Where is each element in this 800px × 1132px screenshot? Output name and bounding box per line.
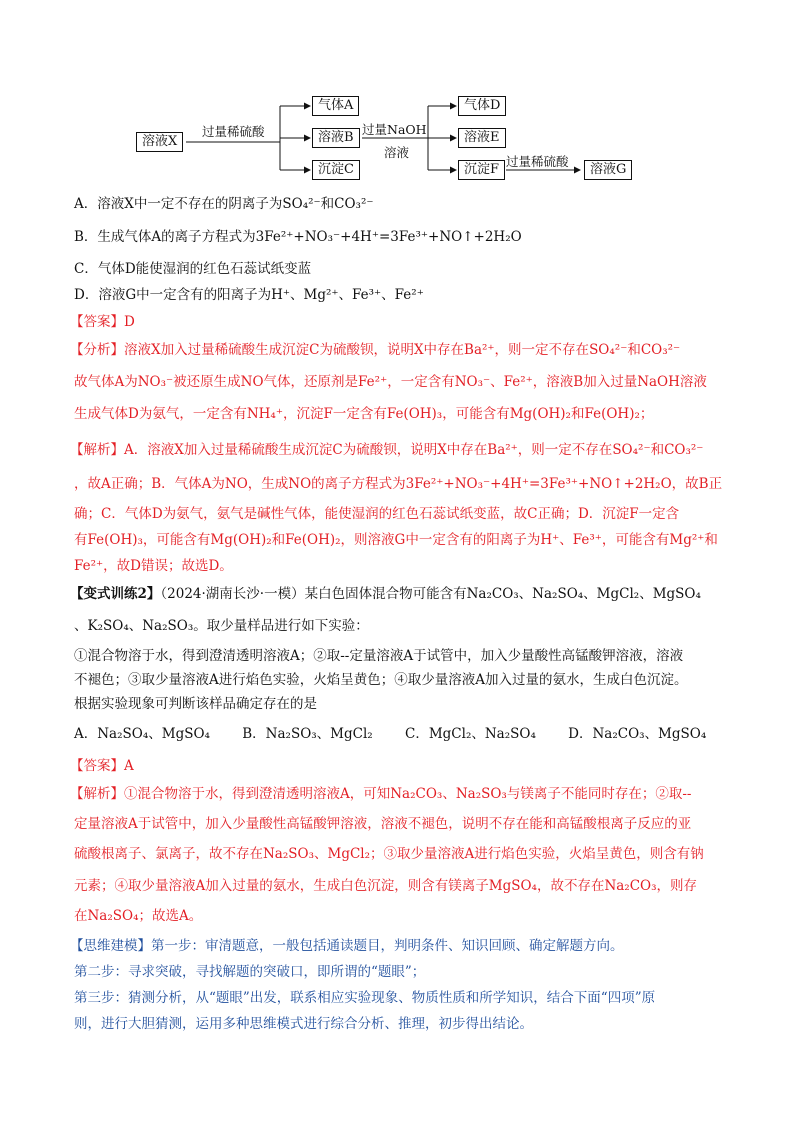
q1-answer: 【答案】D xyxy=(70,314,135,330)
box-gas-a: 气体A xyxy=(312,96,359,116)
q2-title: 【变式训练2】 xyxy=(70,586,161,602)
q2-answer: 【答案】A xyxy=(70,758,134,774)
box-gas-d: 气体D xyxy=(458,96,506,116)
q2-option-d: D．Na₂CO₃、MgSO₄ xyxy=(568,726,707,742)
thinking-model-2: 第二步：寻求突破，寻找解题的突破口，即所谓的“题眼”； xyxy=(74,964,426,980)
box-solution-b: 溶液B xyxy=(312,128,360,148)
label-step3: 过量稀硫酸 xyxy=(506,154,569,169)
q1-analysis-3: 生成气体D为氨气，一定含有NH₄⁺，沉淀F一定含有Fe(OH)₃，可能含有Mg(OH)₂和Fe(OH)₂； xyxy=(74,406,654,422)
q1-solution-1: 【解析】A．溶液X加入过量稀硫酸生成沉淀C为硫酸钡，说明X中存在Ba²⁺，则一定不存在SO₄²⁻和CO₃²⁻ xyxy=(70,442,704,458)
q2-header-2: 、K₂SO₄、Na₂SO₃。取少量样品进行如下实验： xyxy=(74,618,369,634)
q2-solution-5: 在Na₂SO₄；故选A。 xyxy=(74,908,203,924)
box-precipitate-c: 沉淀C xyxy=(312,160,360,180)
q1-analysis-2: 故气体A为NO₃⁻被还原生成NO气体，还原剂是Fe²⁺，一定含有NO₃⁻、Fe²⁺，溶液B加入过量NaOH溶液 xyxy=(74,374,707,390)
q1-solution-4: 有Fe(OH)₃，可能含有Mg(OH)₂和Fe(OH)₂，则溶液G中一定含有的阳离子为H⁺、Fe³⁺，可能含有Mg²⁺和 xyxy=(74,532,718,548)
q2-step-2: 不褪色；③取少量溶液A进行焰色实验，火焰呈黄色；④取少量溶液A加入过量的氨水，生成白色沉淀。 xyxy=(74,672,688,688)
thinking-model-4: 则，进行大胆猜测，运用多种思维模式进行综合分析、推理，初步得出结论。 xyxy=(74,1016,533,1032)
q2-option-b: B．Na₂SO₃、MgCl₂ xyxy=(242,726,373,742)
q1-option-c: C．气体D能使湿润的红色石蕊试纸变蓝 xyxy=(74,261,312,277)
box-solution-e: 溶液E xyxy=(458,128,506,148)
q2-option-a: A．Na₂SO₄、MgSO₄ xyxy=(74,726,210,742)
q1-analysis-1: 【分析】溶液X加入过量稀硫酸生成沉淀C为硫酸钡，说明X中存在Ba²⁺，则一定不存在SO₄²⁻和CO₃²⁻ xyxy=(70,342,681,358)
q1-solution-3: 确；C．气体D为氨气，氨气是碱性气体，能使湿润的红色石蕊试纸变蓝，故C正确；D．沉淀F一定含 xyxy=(74,506,680,522)
q2-step-3: 根据实验现象可判断该样品确定存在的是 xyxy=(74,696,317,712)
flow-arrows xyxy=(130,88,690,198)
q1-option-a: A．溶液X中一定不存在的阴离子为SO₄²⁻和CO₃²⁻ xyxy=(74,196,374,212)
q2-options xyxy=(74,724,706,744)
label-step2-top: 过量NaOH xyxy=(362,122,427,137)
q2-solution-1: 【解析】①混合物溶于水，得到澄清透明溶液A，可知Na₂CO₃、Na₂SO₃与镁离子不能同时存在；②取-- xyxy=(70,786,692,802)
label-step1: 过量稀硫酸 xyxy=(202,124,265,139)
q1-solution-2: ，故A正确；B．气体A为NO，生成NO的离子方程式为3Fe²⁺+NO₃⁻+4H⁺=3Fe³⁺+NO↑+2H₂O，故B正 xyxy=(74,476,723,492)
flow-diagram xyxy=(130,88,690,198)
label-step2-bottom: 溶液 xyxy=(384,145,410,160)
box-solution-g: 溶液G xyxy=(584,160,632,180)
q1-option-b: B．生成气体A的离子方程式为3Fe²⁺+NO₃⁻+4H⁺=3Fe³⁺+NO↑+2H₂O xyxy=(74,229,522,245)
q1-solution-5: Fe²⁺，故D错误；故选D。 xyxy=(74,558,233,574)
q2-solution-3: 硫酸根离子、氯离子，故不存在Na₂SO₃、MgCl₂；③取少量溶液A进行焰色实验，火焰呈黄色，则含有钠 xyxy=(74,846,704,862)
q2-header: 【变式训练2】（2024·湖南长沙·一模）某白色固体混合物可能含有Na₂CO₃、Na₂SO₄、MgCl₂、MgSO₄ xyxy=(70,586,701,602)
q2-solution-4: 元素；④取少量溶液A加入过量的氨水，生成白色沉淀，则含有镁离子MgSO₄，故不存在Na₂CO₃，则存 xyxy=(74,878,698,894)
q2-step-1: ①混合物溶于水，得到澄清透明溶液A；②取--定量溶液A于试管中，加入少量酸性高锰酸钾溶液，溶液 xyxy=(74,648,684,664)
q2-option-c: C．MgCl₂、Na₂SO₄ xyxy=(405,726,536,742)
thinking-model-3: 第三步：猜测分析，从“题眼”出发，联系相应实验现象、物质性质和所学知识，结合下面“四项”原 xyxy=(74,990,656,1006)
box-precipitate-f: 沉淀F xyxy=(458,160,505,180)
q2-solution-2: 定量溶液A于试管中，加入少量酸性高锰酸钾溶液，溶液不褪色，说明不存在能和高锰酸根离子反应的亚 xyxy=(74,816,692,832)
q1-option-d: D．溶液G中一定含有的阳离子为H⁺、Mg²⁺、Fe³⁺、Fe²⁺ xyxy=(74,287,424,303)
box-solution-x: 溶液X xyxy=(136,132,183,152)
thinking-model-1: 【思维建模】第一步：审清题意，一般包括通读题目，判明条件、知识回顾、确定解题方向。 xyxy=(70,938,624,954)
